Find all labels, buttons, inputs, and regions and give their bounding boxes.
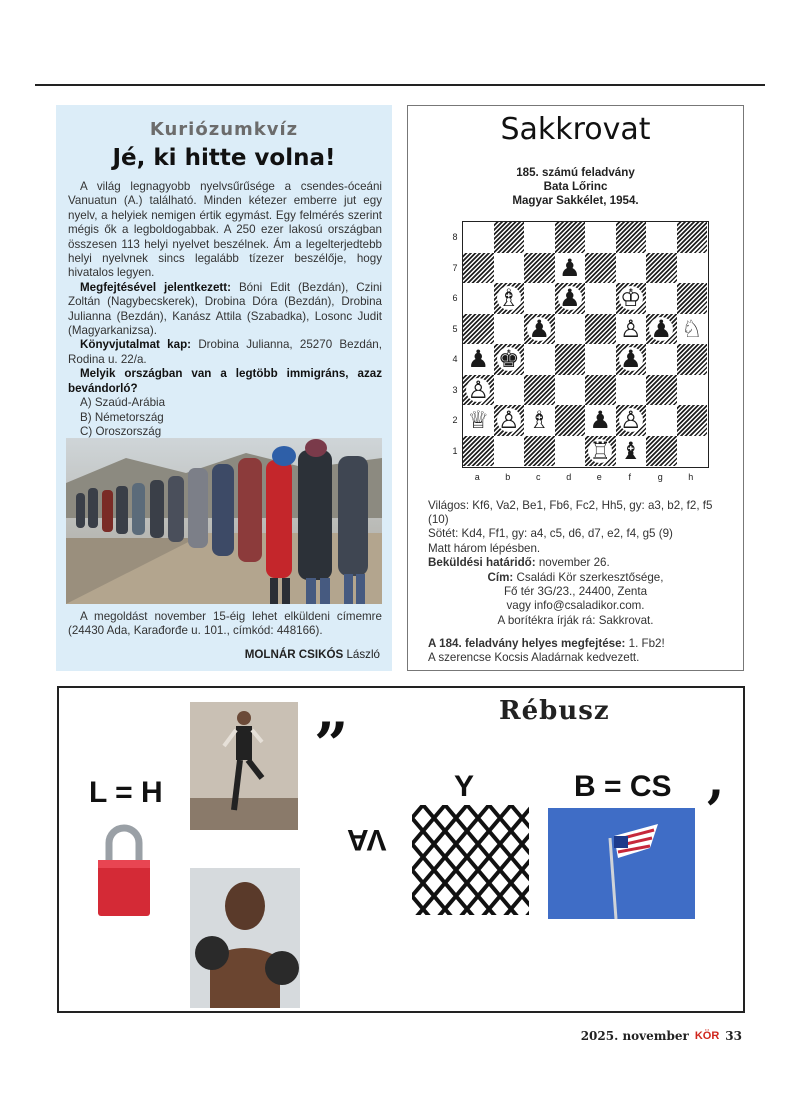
chess-piece: ♟ — [589, 406, 611, 435]
top-rule — [35, 84, 765, 86]
rebus-title: Rébusz — [499, 696, 610, 726]
square-f3 — [616, 375, 647, 406]
chess-piece: ♙ — [619, 314, 642, 343]
square-g4 — [646, 344, 677, 375]
rebus-panel — [57, 676, 745, 1013]
rank-label: 3 — [452, 384, 458, 395]
migrants-photo — [66, 438, 382, 604]
chess-piece: ♟ — [467, 345, 489, 374]
chess-problem-header: 185. számú feladvány Bata Lőrinc Magyar Sakkélet, 1954. — [512, 166, 639, 207]
file-label: g — [657, 472, 663, 482]
rebus-quote-open: „ — [315, 676, 350, 746]
square-c3 — [524, 375, 555, 406]
chess-piece: ♟ — [619, 345, 642, 374]
rank-label: 8 — [452, 232, 458, 242]
quiz-option: A) Szaúd-Arábia — [80, 396, 166, 410]
square-b7 — [494, 253, 525, 284]
chess-piece: ♟ — [650, 314, 672, 343]
chess-piece: ♕ — [467, 406, 489, 435]
square-b6 — [494, 283, 525, 314]
file-label: a — [474, 472, 480, 482]
square-h4 — [677, 344, 708, 375]
rank-label: 1 — [452, 445, 458, 456]
square-h3 — [677, 375, 708, 406]
square-c8 — [524, 222, 555, 253]
file-label: d — [566, 472, 572, 482]
rank-label: 2 — [452, 415, 458, 425]
file-label: f — [628, 472, 631, 482]
square-c1 — [524, 436, 555, 467]
square-h8 — [677, 222, 708, 253]
chess-panel — [407, 105, 744, 671]
square-g7 — [646, 253, 677, 284]
square-f8 — [616, 222, 647, 253]
chess-task: Matt három lépésben. — [428, 541, 541, 555]
chess-piece: ♙ — [467, 375, 489, 404]
chess-solution: A 184. feladvány helyes megfejtése: 1. Fb2! A szerencse Kocsis Aladárnak kedvezett. — [428, 637, 665, 665]
rebus-comma: , — [707, 750, 725, 809]
chess-piece: ♖ — [589, 436, 611, 465]
square-d7 — [555, 253, 586, 284]
square-g5 — [646, 314, 677, 345]
quiz-panel — [56, 105, 392, 671]
square-e7 — [585, 253, 616, 284]
square-c4 — [524, 344, 555, 375]
square-b8 — [494, 222, 525, 253]
quiz-author: MOLNÁR CSIKÓS László — [244, 648, 380, 661]
square-d1 — [555, 436, 586, 467]
rebus-clue-1: L = H — [89, 776, 163, 809]
square-f7 — [616, 253, 647, 284]
chess-deadline: Beküldési határidő: november 26. — [428, 555, 610, 569]
square-g1 — [646, 436, 677, 467]
square-g2 — [646, 405, 677, 436]
file-label: h — [688, 472, 694, 482]
square-b3 — [494, 375, 525, 406]
square-f2 — [616, 405, 647, 436]
dancer-photo — [190, 702, 298, 830]
square-h2 — [677, 405, 708, 436]
square-e6 — [585, 283, 616, 314]
square-h6 — [677, 283, 708, 314]
quiz-intro: A világ legnagyobb nyelvsűrűsége a csendes-óceáni Vanuatun (A.) található. Minden kétezer emberre jut egy nyelv, a helyiek nemigen értik egymást. Egy felmérés szerint mégis ők a legboldogabbak. A 250 ezer lakosú országban összesen 113 helyi nyelvet beszélnek. Ám a legelterjedtebb helyi nyelvnek sincs legalább tízezer beszélője, hogy hivatalos legyen. — [68, 180, 382, 280]
rank-label: 5 — [452, 323, 458, 334]
square-f1 — [616, 436, 647, 467]
quiz-kicker: Kuriózumkvíz — [149, 119, 299, 140]
square-e2 — [585, 405, 616, 436]
chess-piece: ♔ — [619, 284, 642, 313]
square-c5 — [524, 314, 555, 345]
chess-piece: ♘ — [680, 314, 703, 343]
white-pieces: Világos: Kf6, Va2, Be1, Fb6, Fc2, Hh5, gy: a3, b2, f2, f5 (10) — [428, 499, 713, 527]
square-b1 — [494, 436, 525, 467]
square-g6 — [646, 283, 677, 314]
rebus-rotated-text: VA — [347, 823, 387, 856]
rank-label: 7 — [452, 262, 458, 273]
square-f4 — [616, 344, 647, 375]
chess-piece: ♟ — [528, 314, 550, 343]
square-g8 — [646, 222, 677, 253]
square-d5 — [555, 314, 586, 345]
square-a4 — [463, 344, 494, 375]
quiz-prize: Könyvjutalmat kap: Drobina Julianna, 25270 Bezdán, Rodina u. 22/a. — [68, 338, 382, 366]
square-e1 — [585, 436, 616, 467]
square-e8 — [585, 222, 616, 253]
square-e4 — [585, 344, 616, 375]
square-h7 — [677, 253, 708, 284]
square-h1 — [677, 436, 708, 467]
quiz-solvers: Megfejtésével jelentkezett: Bóni Edit (Bezdán), Czini Zoltán (Nagybecskerek), Drobina Dóra (Bezdán), Drobina Julianna (Bezdán), Kanász Attila (Szabadka), Losonc Judit (Magyarkanizsa). — [68, 280, 382, 338]
page-number: 33 — [725, 1029, 742, 1043]
quiz-title: Jé, ki hitte volna! — [112, 145, 336, 171]
square-b5 — [494, 314, 525, 345]
net-image — [412, 805, 529, 915]
square-c7 — [524, 253, 555, 284]
chess-address: Cím: Családi Kör szerkesztősége, Fő tér 3G/23., 24400, Zenta vagy info@csaladikor.com. A borítékra írják rá: Sakkrovat. — [487, 571, 664, 627]
file-label: b — [505, 472, 511, 482]
file-label: e — [596, 472, 602, 482]
quiz-footer: A megoldást november 15-éig lehet elküldeni címemre (24430 Ada, Karađorđe u. 101., címkód: 448166). — [68, 610, 382, 638]
square-a8 — [463, 222, 494, 253]
rank-label: 4 — [452, 354, 458, 364]
square-a6 — [463, 283, 494, 314]
chess-piece: ♙ — [497, 406, 520, 435]
square-g3 — [646, 375, 677, 406]
square-e3 — [585, 375, 616, 406]
quiz-body — [68, 180, 382, 454]
square-d8 — [555, 222, 586, 253]
padlock-image — [94, 818, 154, 918]
chess-piece: ♗ — [528, 406, 550, 435]
square-a7 — [463, 253, 494, 284]
square-c6 — [524, 283, 555, 314]
square-d3 — [555, 375, 586, 406]
square-a3 — [463, 375, 494, 406]
rebus-clue-2: Y — [454, 770, 475, 803]
square-c2 — [524, 405, 555, 436]
square-a2 — [463, 405, 494, 436]
chess-piece: ♟ — [558, 253, 581, 282]
chess-piece: ♟ — [558, 284, 581, 313]
rank-label: 6 — [452, 293, 458, 303]
square-d6 — [555, 283, 586, 314]
square-b4 — [494, 344, 525, 375]
square-f6 — [616, 283, 647, 314]
quiz-option: B) Németország — [80, 410, 164, 424]
square-f5 — [616, 314, 647, 345]
square-a5 — [463, 314, 494, 345]
rebus-clue-3: B = CS — [574, 770, 672, 803]
quiz-question: Melyik országban van a legtöbb immigráns, azaz bevándorló? — [68, 367, 382, 395]
chess-piece: ♚ — [497, 345, 520, 374]
chess-title: Sakkrovat — [500, 112, 651, 147]
chess-piece: ♝ — [619, 436, 642, 465]
boxer-photo — [190, 868, 300, 1008]
page-footer — [581, 1029, 742, 1043]
chess-board — [462, 221, 709, 468]
quiz-option: C) Oroszország — [80, 424, 162, 438]
square-d4 — [555, 344, 586, 375]
square-d2 — [555, 405, 586, 436]
issue-date: 2025. november — [580, 1029, 689, 1043]
flag-photo — [548, 808, 695, 919]
black-pieces: Sötét: Kd4, Ff1, gy: a4, c5, d6, d7, e2, f4, g5 (9) — [428, 527, 673, 541]
magazine-logo: KÖR — [694, 1029, 720, 1042]
square-h5 — [677, 314, 708, 345]
chess-piece: ♗ — [497, 284, 520, 313]
file-label: c — [536, 472, 541, 482]
square-a1 — [463, 436, 494, 467]
chess-position — [428, 499, 728, 570]
square-e5 — [585, 314, 616, 345]
square-b2 — [494, 405, 525, 436]
chess-piece: ♙ — [619, 406, 642, 435]
